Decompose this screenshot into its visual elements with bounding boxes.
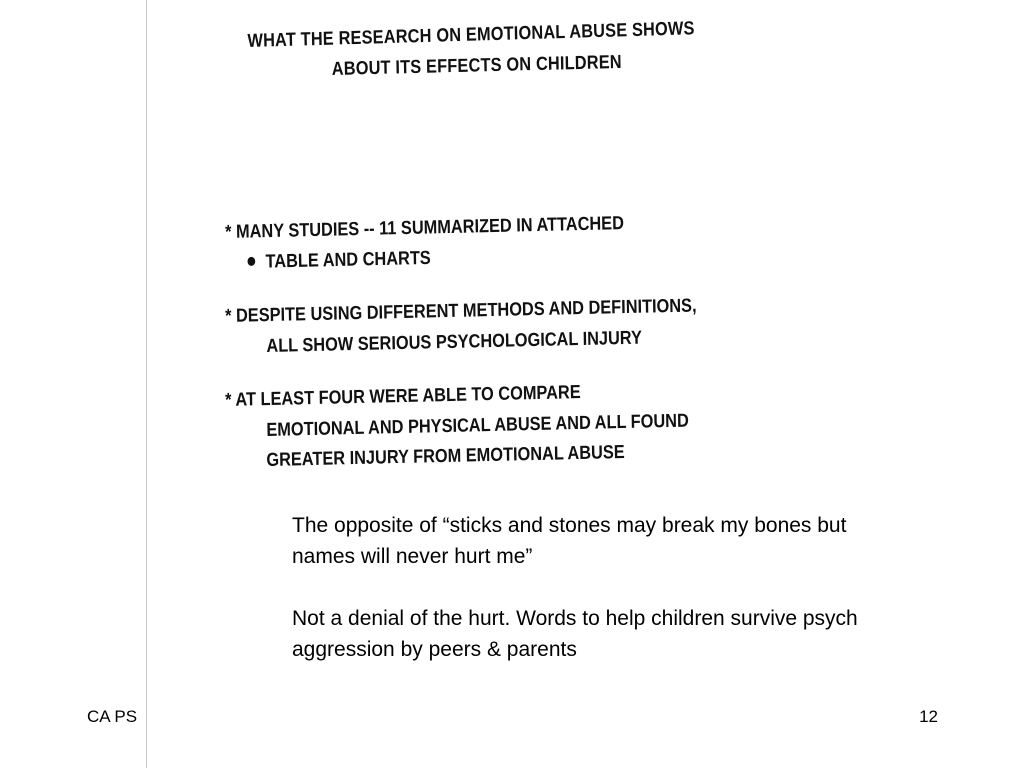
- scanned-title: [220, 18, 702, 84]
- scanned-title-line-1: WHAT THE RESEARCH ON EMOTIONAL ABUSE SHOWS: [247, 18, 695, 52]
- bullet-2-line-2: ALL SHOW SERIOUS PSYCHOLOGICAL INJURY: [266, 327, 643, 357]
- footer-label: CA PS: [87, 707, 138, 726]
- scanned-bullet-list: [224, 213, 775, 476]
- speaker-note-text: [292, 510, 882, 696]
- page-number: 12: [919, 707, 938, 726]
- scanned-title-line-2: ABOUT ITS EFFECTS ON CHILDREN: [331, 51, 622, 80]
- bullet-3-line-2: EMOTIONAL AND PHYSICAL ABUSE AND ALL FOUND: [266, 410, 689, 441]
- bullet-3-line-3: GREATER INJURY FROM EMOTIONAL ABUSE: [266, 442, 625, 471]
- scanned-page-image: [220, 18, 702, 471]
- bullet-1-line-1: * MANY STUDIES -- 11 SUMMARIZED IN ATTACHED: [224, 213, 625, 243]
- note-paragraph-2: Not a denial of the hurt. Words to help children survive psych aggression by peers & parents: [292, 607, 858, 661]
- bullet-1-sub-bullet-text: TABLE AND CHARTS: [265, 247, 431, 273]
- bullet-3-line-1: * AT LEAST FOUR WERE ABLE TO COMPARE: [224, 382, 581, 411]
- bullet-2-line-1: * DESPITE USING DIFFERENT METHODS AND DEFINITIONS,: [224, 295, 697, 327]
- left-margin-rule: [146, 0, 147, 768]
- note-paragraph-1: The opposite of “sticks and stones may break my bones but names will never hurt me”: [292, 514, 847, 568]
- bullet-dot-icon: [247, 257, 255, 266]
